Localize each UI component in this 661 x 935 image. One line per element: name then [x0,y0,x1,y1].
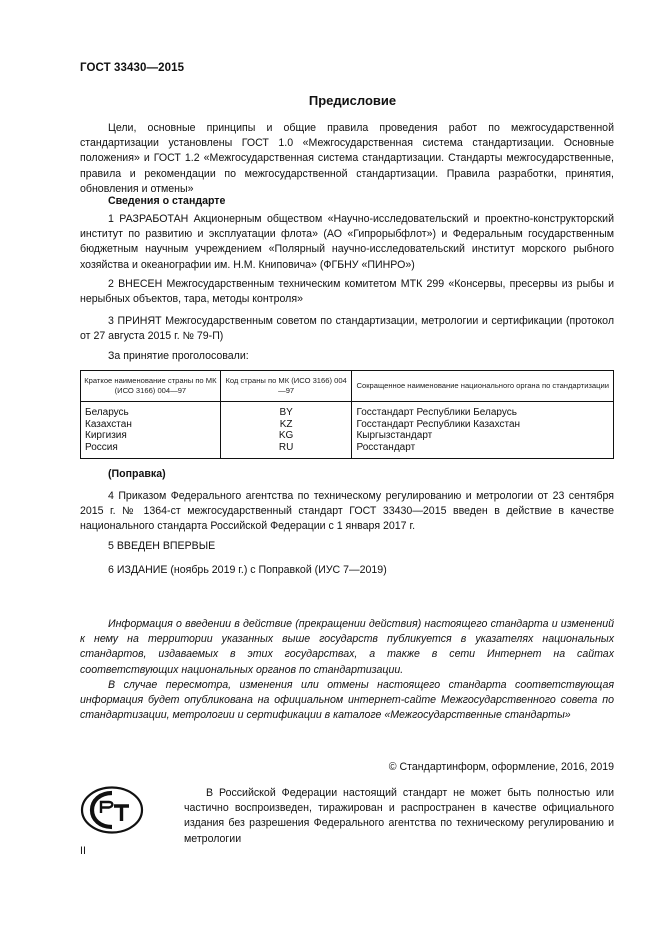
table-row [81,402,614,419]
cell-code: KG [220,430,352,442]
intro-paragraph: Цели, основные принципы и общие правила проведения работ по межгосударственной стандартизации установлены ГОСТ 1.0 «Межгосударственная система стандартизации. Основные положения» и ГОСТ 1.2 «Межгосударственная система стандартизации. Стандарты межгосударственные, правила и рекомендации по межгосударственной стандартизации. Правила разработки, принятия, обновления и отмены» [80,122,614,195]
column-header-authority: Сокращенное наименование национального органа по стандартизации [352,371,614,402]
votes-table [80,370,614,459]
amendment-label: (Поправка) [108,468,166,480]
standard-code: ГОСТ 33430—2015 [80,62,185,74]
item-first: 5 ВВЕДЕН ВПЕРВЫЕ [108,540,216,552]
copyright: © Стандартинформ, оформление, 2016, 2019 [388,761,614,773]
info-paragraph-1: Информация о введении в действие (прекращении действия) настоящего стандарта и изменений к нему на территории указанных выше государств публикуется в указателях национальных стандартов, издаваемых в этих государствах, а также в сети Интернет на сайтах соответствующих национальных органов по стандартизации. [80,618,614,676]
cell-country: Россия [81,442,221,459]
item-introduced: 2 ВНЕСЕН Межгосударственным техническим комитетом МТК 299 «Консервы, пресервы из рыбы и нерыбных объектов, тара, методы контроля» [80,278,614,306]
column-header-country: Краткое наименование страны по МК (ИСО 3166) 004—97 [81,371,221,402]
cell-code: BY [220,402,352,419]
table-row [81,442,614,459]
table-row [81,430,614,442]
info-paragraph-2: В случае пересмотра, изменения или отмены настоящего стандарта соответствующая информация будет опубликована на официальном интернет-сайте Межгосударственного совета по стандартизации, метрологии и сертификации в каталоге «Межгосударственные стандарты» [80,679,614,722]
table-header-row [81,371,614,402]
item-developed: 1 РАЗРАБОТАН Акционерным обществом «Научно-исследовательский и проектно-конструкторский институт по развитию и эксплуатации флота» (АО «Гипрорыбфлот») и Федеральным государственным бюджетным научным учреждением «Полярный научно-исследовательский институт морского рыбного хозяйства и океанографии им. Н.М. Книповича» (ФГБНУ «ПИНРО») [80,213,614,271]
section-title: Сведения о стандарте [108,195,226,207]
cell-authority: Кыргызстандарт [352,430,614,442]
cell-authority: Госстандарт Республики Беларусь [352,402,614,419]
page-number: II [80,845,86,857]
rf-reproduction-note: В Российской Федерации настоящий стандарт не может быть полностью или частично воспроизведен, тиражирован и распространен в качестве официального издания без разрешения Федерального агентства по техническому регулированию и метрологии [184,787,614,845]
cell-country: Беларусь [81,402,221,419]
cell-authority: Госстандарт Республики Казахстан [352,419,614,431]
item-order: 4 Приказом Федерального агентства по техническому регулированию и метрологии от 23 сентября 2015 г. № 1364-ст межгосударственный стандарт ГОСТ 33430—2015 введен в действие в качестве национального стандарта Российской Федерации с 1 января 2017 г. [80,490,614,533]
page-title: Предисловие [308,93,397,108]
table-row [81,419,614,431]
cell-country: Киргизия [81,430,221,442]
cell-code: RU [220,442,352,459]
rst-logo-icon [80,785,144,835]
voted-label: За принятие проголосовали: [108,350,249,362]
item-edition: 6 ИЗДАНИЕ (ноябрь 2019 г.) с Поправкой (ИУС 7—2019) [108,564,387,576]
column-header-code: Код страны по МК (ИСО 3166) 004—97 [220,371,352,402]
item-adopted: 3 ПРИНЯТ Межгосударственным советом по стандартизации, метрологии и сертификации (протокол от 27 августа 2015 г. № 79-П) [80,315,614,343]
cell-code: KZ [220,419,352,431]
cell-country: Казахстан [81,419,221,431]
cell-authority: Росстандарт [352,442,614,459]
